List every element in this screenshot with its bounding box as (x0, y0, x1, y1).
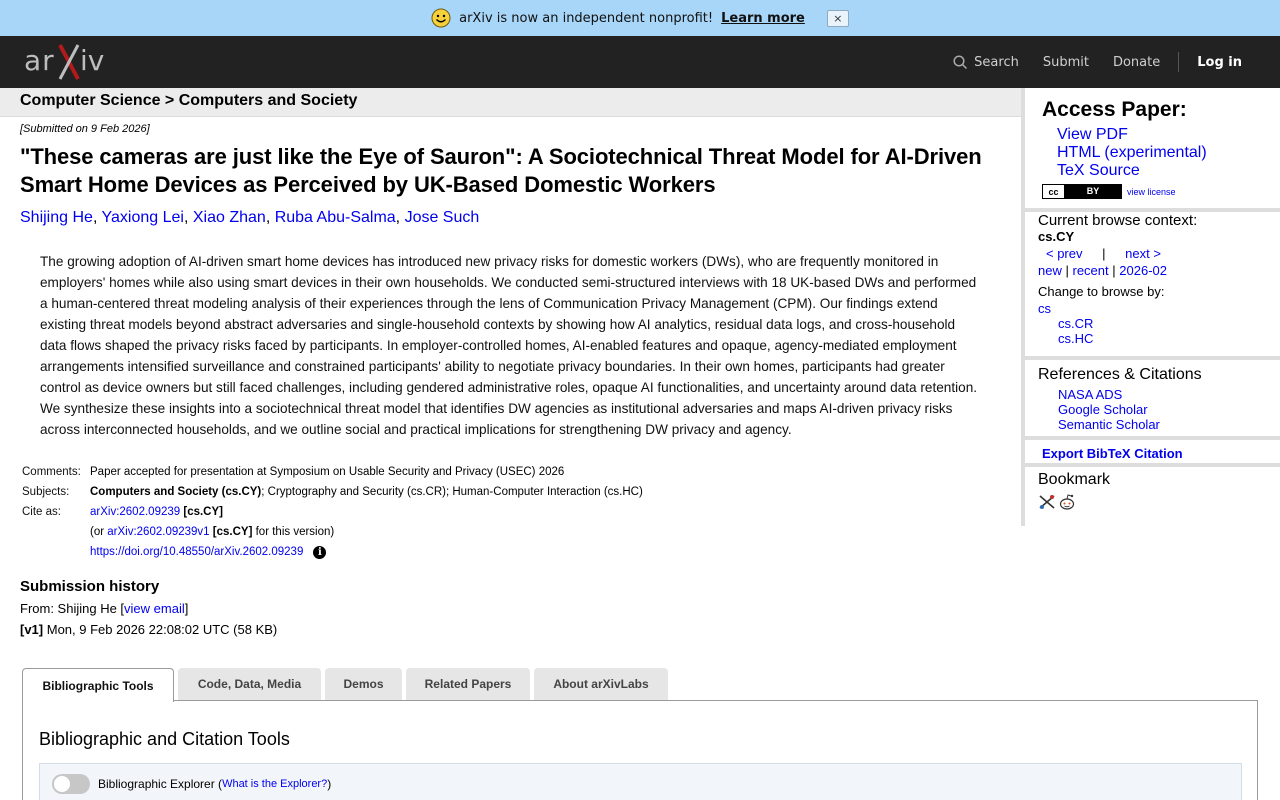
comments-label: Comments: (22, 466, 81, 478)
prev-next-sep: | (1102, 246, 1106, 261)
references-title: References & Citations (1038, 366, 1202, 383)
view-pdf-link[interactable]: View PDF (1057, 126, 1128, 143)
html-link[interactable]: HTML (experimental) (1057, 144, 1207, 161)
empty-cell (20, 522, 88, 542)
primary-subject: Computers and Society (cs.CY) (90, 486, 262, 498)
info-icon[interactable]: i (313, 546, 326, 559)
search-icon (953, 55, 968, 70)
bookmark-box (1025, 471, 1280, 511)
close-banner-button[interactable]: × (827, 10, 849, 27)
bibsonomy-icon[interactable] (1038, 493, 1056, 511)
reddit-icon[interactable] (1058, 493, 1076, 511)
version-line (20, 622, 1000, 637)
access-links (1057, 126, 1280, 180)
donate-link[interactable]: Donate (1112, 54, 1161, 70)
cite-version-category: [cs.CY] (212, 526, 253, 538)
month-link[interactable]: 2026-02 (1119, 263, 1167, 278)
cc-by-license-icon[interactable] (1042, 184, 1122, 199)
banner-message: arXiv is now an independent nonprofit! (459, 10, 714, 26)
explorer-label: Bibliographic Explorer ( (98, 776, 223, 791)
recent-link[interactable]: recent (1072, 263, 1109, 278)
browse-context-box (1025, 212, 1280, 346)
google-scholar-link[interactable]: Google Scholar (1058, 402, 1148, 417)
nav-divider (1178, 52, 1179, 72)
submission-history-heading: Submission history (20, 578, 160, 595)
license-row (1042, 184, 1280, 199)
panel-title: Bibliographic and Citation Tools (39, 729, 290, 749)
explorer-toggle[interactable] (52, 774, 90, 794)
view-license-link[interactable]: view license (1127, 186, 1176, 197)
author-link[interactable]: Jose Such (404, 209, 480, 226)
export-box (1025, 445, 1280, 461)
sidebar-divider (1021, 436, 1280, 440)
nasa-ads-link[interactable]: NASA ADS (1058, 387, 1123, 402)
learn-more-link[interactable]: Learn more (721, 10, 805, 26)
cite-label: Cite as: (22, 506, 61, 518)
cite-category: [cs.CY] (183, 506, 223, 518)
tex-source-link[interactable]: TeX Source (1057, 162, 1140, 179)
cite-or: (or (90, 526, 105, 538)
site-header (0, 36, 1280, 88)
subjects-value (88, 482, 645, 502)
search-label: Search (974, 54, 1019, 70)
doi-link[interactable]: https://doi.org/10.48550/arXiv.2602.09239 (90, 546, 304, 558)
search-link[interactable] (953, 55, 1019, 70)
browse-cs-row (1038, 301, 1280, 316)
svg-text:ar: ar (24, 44, 55, 77)
access-paper-box (1025, 98, 1280, 199)
smiley-icon (431, 8, 451, 28)
browse-cs-hc-link[interactable]: cs.HC (1058, 331, 1094, 346)
explorer-label-close: ) (327, 776, 332, 791)
tab-panel (22, 700, 1258, 800)
prev-link[interactable]: < prev (1046, 246, 1083, 261)
cite-value (88, 502, 645, 522)
tab-code-data-media[interactable]: Code, Data, Media (178, 668, 321, 700)
tab-bibliographic-tools[interactable]: Bibliographic Tools (22, 668, 174, 702)
access-paper-title: Access Paper: (1042, 98, 1187, 121)
comments-value: Paper accepted for presentation at Symposium on Usable Security and Privacy (USEC) 2026 (90, 466, 565, 478)
pipe: | (1065, 263, 1069, 278)
list-links-row (1038, 263, 1280, 278)
bookmark-title: Bookmark (1038, 471, 1111, 488)
tab-related-papers[interactable]: Related Papers (406, 668, 530, 700)
by-badge-text: BY (1065, 185, 1121, 198)
author-list: Shijing He, Yaxiong Lei, Xiao Zhan, Ruba Abu-Salma, Jose Such (20, 209, 480, 226)
header-nav (953, 36, 1280, 88)
paper-title: "These cameras are just like the Eye of Sauron": A Sociotechnical Threat Model for AI-Driven Smart Home Devices as Perceived by UK-Based Domestic Workers (20, 144, 982, 197)
tab-demos[interactable]: Demos (325, 668, 402, 700)
view-email-link[interactable]: view email (124, 601, 185, 616)
what-is-explorer-link[interactable]: What is the Explorer? (222, 777, 328, 790)
submission-history (20, 578, 1000, 637)
tab-about-arxivlabs[interactable]: About arXivLabs (534, 668, 668, 700)
browse-cs-cr-link[interactable]: cs.CR (1058, 316, 1094, 331)
empty-cell (20, 542, 88, 562)
doi-row (88, 542, 645, 562)
pipe: | (1112, 263, 1116, 278)
explorer-row (39, 763, 1242, 800)
arxiv-logo[interactable] (24, 42, 114, 82)
submit-link[interactable]: Submit (1042, 54, 1089, 70)
other-subjects: ; Cryptography and Security (cs.CR); Human-Computer Interaction (cs.HC) (261, 486, 643, 498)
tab-row (22, 668, 1258, 701)
submitter-prefix: From: Shijing He [ (20, 601, 125, 616)
author-link[interactable]: Ruba Abu-Salma (274, 209, 396, 226)
submitter-line (20, 601, 1000, 616)
cc-badge-text: cc (1043, 185, 1065, 198)
browse-cs-link[interactable]: cs (1038, 301, 1051, 316)
semantic-scholar-link[interactable]: Semantic Scholar (1058, 417, 1160, 432)
arxiv-id-link[interactable]: arXiv:2602.09239 (90, 506, 181, 518)
version-text: Mon, 9 Feb 2026 22:08:02 UTC (58 KB) (43, 622, 278, 637)
svg-text:iv: iv (80, 44, 105, 77)
breadcrumb[interactable]: Computer Science > Computers and Society (0, 88, 1021, 117)
sidebar (1021, 88, 1280, 526)
abstract-text: The growing adoption of AI-driven smart home devices has introduced new privacy risks for domestic workers (DWs), who are frequently monitored in employers' homes while also using smart devices in their own households. We conducted semi-structured interviews with 18 UK-based DWs and performed a human-centered threat modeling analysis of their experiences through the lens of Communication Privacy Management (CPM). Our findings extend existing threat models beyond abstract adversaries and single-household contexts by showing how AI analytics, residual data logs, and cross-household data flows shaped the privacy risks faced by participants. In employer-controlled homes, AI-enabled features and opaque, agency-mediated employment arrangements intensified surveillance and constrained participants' ability to negotiate privacy boundaries. In their own homes, participants had greater control as device owners but still faced challenges, including gendered administrative roles, opaque AI functionalities, and uncertainty around data retention. We synthesize these insights into a sociotechnical threat model that identifies DW agencies as institutional adversaries and maps AI-driven privacy risks across interconnected households, and we outline social and practical implications for strengthening DW privacy and agency. (40, 254, 978, 437)
new-link[interactable]: new (1038, 263, 1062, 278)
version-label: [v1] (20, 622, 44, 637)
references-box (1025, 366, 1280, 432)
browse-context-title: Current browse context: (1038, 212, 1198, 229)
announcement-banner (0, 0, 1280, 36)
subjects-label: Subjects: (22, 486, 70, 498)
export-bibtex-link[interactable]: Export BibTeX Citation (1042, 446, 1183, 461)
bookmark-icons (1038, 493, 1280, 511)
metadata-table (20, 462, 1000, 562)
submitter-suffix: ] (184, 601, 189, 616)
cite-version-tail: for this version) (255, 526, 335, 538)
arxiv-version-link[interactable]: arXiv:2602.09239v1 (107, 526, 210, 538)
login-link[interactable]: Log in (1197, 54, 1242, 70)
author-link[interactable]: Yaxiong Lei (101, 209, 184, 226)
author-link[interactable]: Xiao Zhan (192, 209, 266, 226)
abstract-page (20, 117, 1000, 637)
labs-tabs (22, 668, 1258, 800)
sidebar-divider (1021, 356, 1280, 360)
prev-next-row (1046, 246, 1280, 261)
next-link[interactable]: next > (1125, 246, 1161, 261)
submission-date: [Submitted on 9 Feb 2026] (20, 123, 150, 135)
cite-version (88, 522, 645, 542)
browse-context-value: cs.CY (1038, 229, 1075, 244)
browse-sub-list (1058, 316, 1280, 346)
author-link[interactable]: Shijing He (20, 209, 93, 226)
sidebar-divider (1021, 463, 1280, 467)
references-links (1058, 387, 1280, 432)
change-browse-label: Change to browse by: (1038, 284, 1165, 299)
